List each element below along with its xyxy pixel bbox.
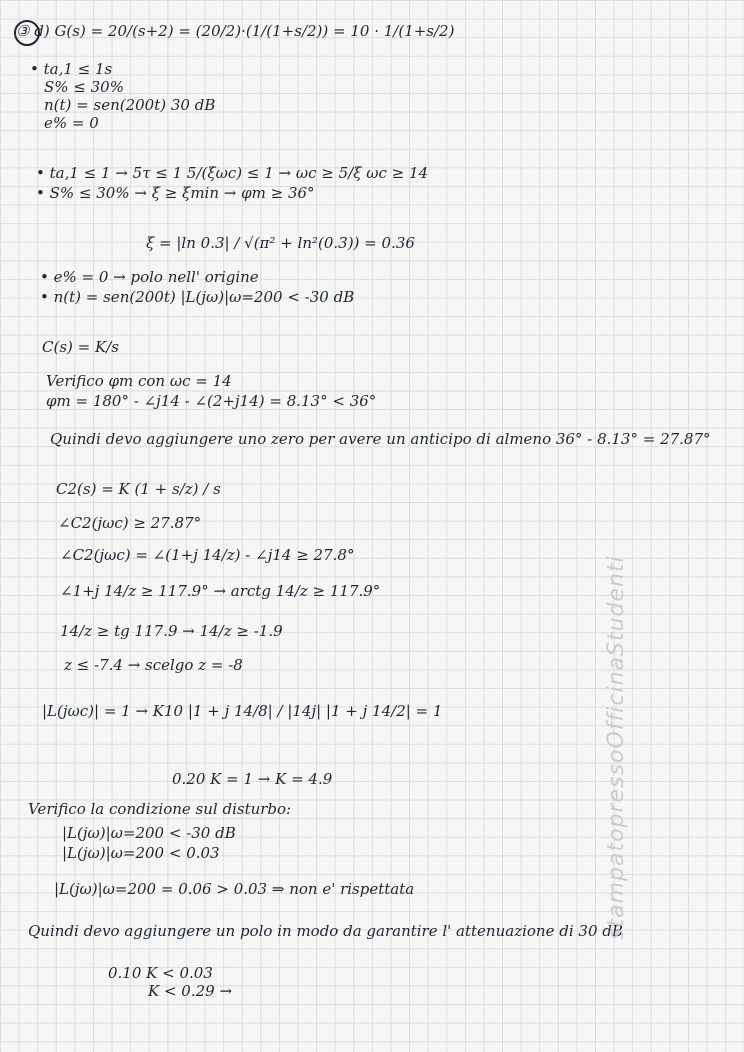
note-line: φm = 180° - ∠j14 - ∠(2+j14) = 8.13° < 36° (46, 392, 377, 410)
note-line: • e% = 0 → polo nell' origine (40, 268, 259, 286)
note-line: |L(jω)|ω=200 = 0.06 > 0.03 ⇒ non e' rispettata (54, 880, 415, 898)
note-line: ③ d) G(s) = 20/(s+2) = (20/2)·(1/(1+s/2)) = 10 · 1/(1+s/2) (16, 22, 455, 40)
watermark: stampatopressoOfficinaStudenti (604, 555, 629, 940)
note-line: • S% ≤ 30% → ξ ≥ ξmin → φm ≥ 36° (36, 184, 315, 202)
note-line: C(s) = K/s (42, 338, 119, 356)
note-line: 0.10 K < 0.03 (108, 964, 213, 982)
note-line: Verifico φm con ωc = 14 (46, 372, 232, 390)
note-line: z ≤ -7.4 → scelgo z = -8 (64, 656, 243, 674)
note-line: ∠C2(jωc) = ∠(1+j 14/z) - ∠j14 ≥ 27.8° (60, 546, 355, 564)
note-line: Verifico la condizione sul disturbo: (28, 800, 292, 818)
note-line: ∠C2(jωc) ≥ 27.87° (58, 514, 202, 532)
note-line: |L(jω)|ω=200 < 0.03 (62, 844, 220, 862)
note-line: K < 0.29 → (148, 982, 233, 1000)
note-line: ∠1+j 14/z ≥ 117.9° → arctg 14/z ≥ 117.9° (60, 582, 381, 600)
note-line: • n(t) = sen(200t) |L(jω)|ω=200 < -30 dB (40, 288, 355, 306)
note-line: • ta,1 ≤ 1s (30, 60, 113, 78)
note-line: • ta,1 ≤ 1 → 5τ ≤ 1 5/(ξωc) ≤ 1 → ωc ≥ 5/ξ ωc ≥ 14 (36, 164, 429, 182)
note-line: Quindi devo aggiungere uno zero per avere un anticipo di almeno 36° - 8.13° = 27.87° (50, 430, 711, 448)
note-line: ξ = |ln 0.3| / √(π² + ln²(0.3)) = 0.36 (146, 234, 415, 252)
note-line: n(t) = sen(200t) 30 dB (44, 96, 216, 114)
note-line: |L(jωc)| = 1 → K10 |1 + j 14/8| / |14j| |1 + j 14/2| = 1 (42, 702, 443, 720)
note-line: 0.20 K = 1 → K = 4.9 (172, 770, 333, 788)
note-line: S% ≤ 30% (44, 78, 124, 96)
note-line: C2(s) = K (1 + s/z) / s (56, 480, 221, 498)
note-line: e% = 0 (44, 114, 99, 132)
note-line: 14/z ≥ tg 117.9 → 14/z ≥ -1.9 (60, 622, 283, 640)
note-line: Quindi devo aggiungere un polo in modo da garantire l' attenuazione di 30 dB (28, 922, 623, 940)
note-line: |L(jω)|ω=200 < -30 dB (62, 824, 236, 842)
